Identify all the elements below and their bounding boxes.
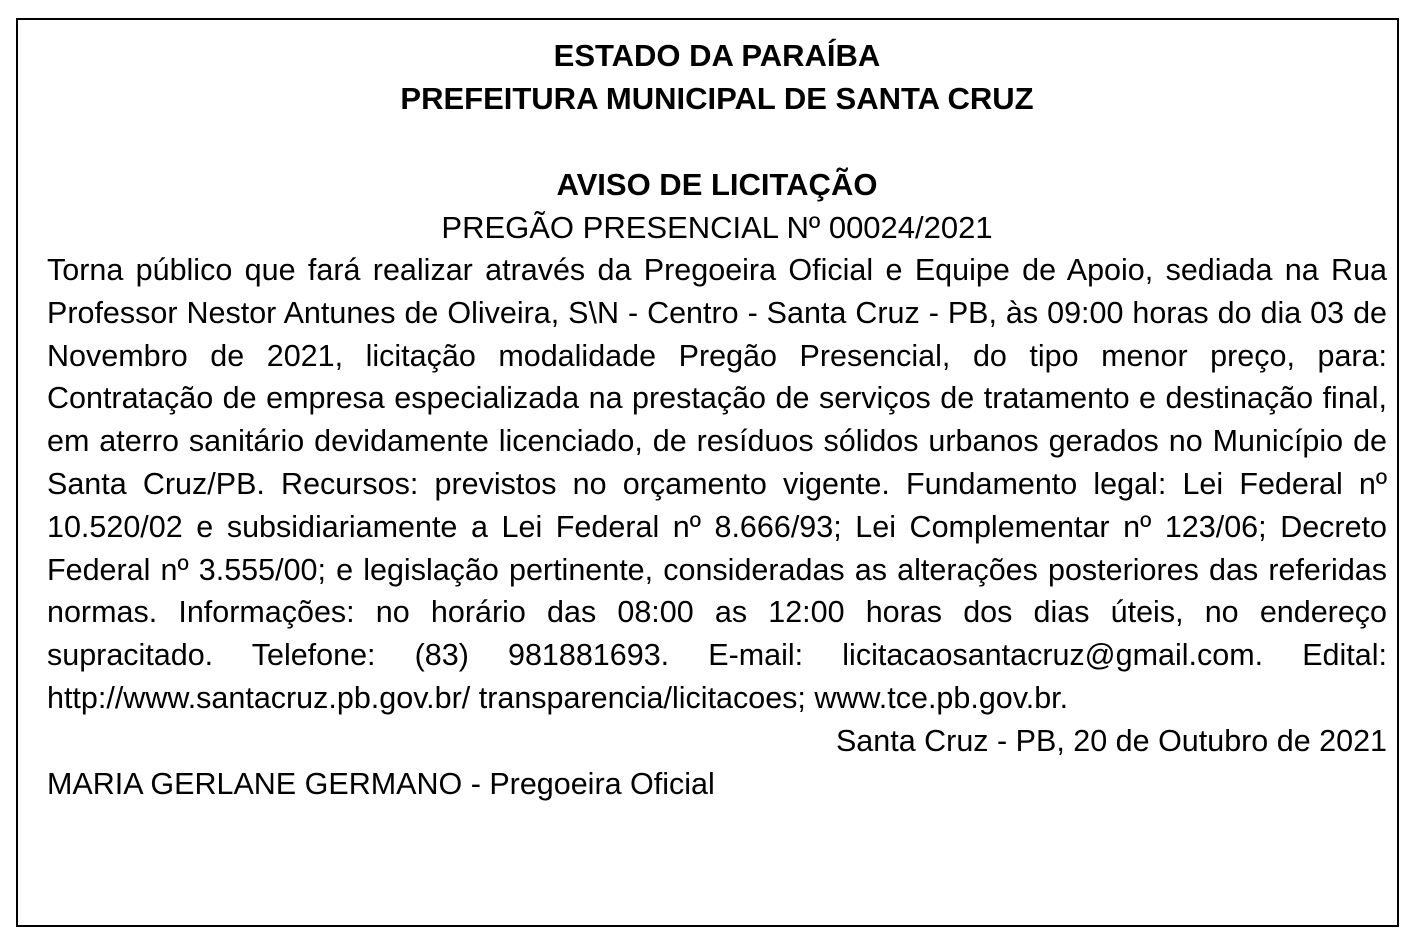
notice-body: Torna público que fará realizar através da Pregoeira Oficial e Equipe de Apoio, sediada na Rua Professor Nestor Antunes de Oliveira, S\N - Centro - Santa Cruz - PB, às 09:00 horas do dia 03 de Novembro de 2021, licitação modalidade Pregão Presencial, do tipo menor preço, para: Contratação de empresa especializada na prestação de serviços de tratamento e destinação final, em aterro sanitário devidamente licenciado, de resíduos sólidos urbanos gerados no Município de Santa Cruz/PB. Recursos: previstos no orçamento vigente. Fundamento legal: Lei Federal nº 10.520/02 e subsidiariamente a Lei Federal nº 8.666/93; Lei Complementar nº 123/06; Decreto Federal nº 3.555/00; e legislação pertinente, consideradas as alterações posteriores das referidas normas. Informações: no horário das 08:00 as 12:00 horas dos dias úteis, no endereço supracitado. Telefone: (83) 981881693. E-mail: licitacaosantacruz@gmail.com. Edital: http://www.santacruz.pb.gov.br/ transparencia/licitacoes; www.tce.pb.gov.br. [47, 253, 1387, 715]
notice-frame [16, 18, 1399, 927]
state-heading: ESTADO DA PARAÍBA [553, 38, 881, 73]
signature: MARIA GERLANE GERMANO - Pregoeira Oficial [47, 766, 715, 801]
municipality-heading: PREFEITURA MUNICIPAL DE SANTA CRUZ [400, 81, 1034, 116]
notice-subtitle: PREGÃO PRESENCIAL Nº 00024/2021 [441, 210, 993, 245]
notice-title: AVISO DE LICITAÇÃO [556, 167, 878, 202]
spacer [47, 120, 1387, 163]
place-date: Santa Cruz - PB, 20 de Outubro de 2021 [835, 723, 1387, 758]
notice-content [47, 34, 1387, 805]
